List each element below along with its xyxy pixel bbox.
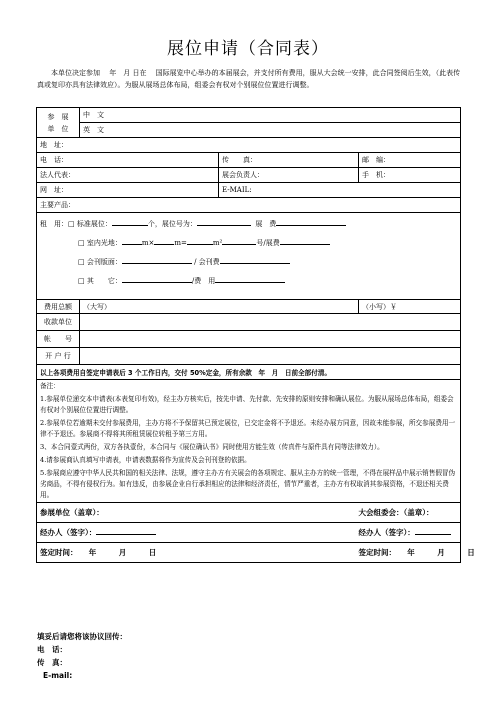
footer-fax: 传 真： (37, 658, 67, 667)
indoor-checkbox[interactable]: □ (78, 239, 85, 247)
organizer-seal: 大会组委会：（盖章）： (359, 503, 461, 523)
footer-instruction: 填妥后请您将该协议回传： (37, 632, 127, 641)
application-form (36, 107, 475, 563)
indoor-number-input[interactable] (222, 237, 256, 245)
note-item: 5.参展商应遵守中华人民共和国的相关法律、法规，遵守主办方有关展会的各项规定、服从主办方的统一管理，不得在展样品中展示销售假冒伪劣商品，不得有侵权行为。如有违反，由参展企业自行承担相应的法律和经济责任，情节严重者，主办方有权取消其参展资格，不退还相关费用。 (40, 469, 456, 499)
standard-checkbox[interactable]: □ (68, 220, 75, 228)
participant-label: 参 展 单 位 (37, 108, 80, 138)
note-item: 4.请参展商认真填写申请表，申请表数据将作为宣传及会刊刊登的依据。 (40, 456, 251, 464)
indoor-width-input[interactable] (154, 237, 174, 245)
bank-label: 开 户 行 (37, 348, 80, 365)
publication-fee-input[interactable] (220, 256, 290, 264)
booth-fee-input[interactable] (276, 218, 346, 226)
fax-field[interactable]: 传 真： (219, 153, 359, 168)
note-item: 2.参展单位若逾期未交付参展费用，主办方将不予保留其已预定展位，已交定金将不予退还。未经办展方同意，因故未能参展，所交参展费用一律不予退还。参展商不得将其所租赁展位转租予第三方用。 (40, 419, 456, 438)
phone-field[interactable]: 电 话： (37, 153, 219, 168)
exhibit-lead-field[interactable]: 展会负责人： (219, 168, 359, 183)
participant-seal: 参展单位（盖章）： (37, 503, 359, 523)
website-field[interactable]: 网 址： (37, 183, 219, 198)
payee-field[interactable] (80, 314, 461, 331)
total-upper-field[interactable]: （大写） (80, 300, 359, 314)
notes-label: 备注： (40, 382, 60, 390)
address-field[interactable]: 地 址： (37, 138, 461, 153)
footer-phone: 电 话： (37, 645, 67, 654)
participant-cn-field[interactable]: 中 文 (80, 108, 461, 123)
rental-section (37, 213, 461, 300)
handler-label: 经办人（签字）： (40, 528, 97, 537)
other-label: 其 它： (86, 277, 122, 285)
handler-label: 经办人（签字）： (358, 528, 415, 537)
participant-en-field[interactable]: 英 文 (80, 123, 461, 138)
legal-rep-field[interactable]: 法人代表： (37, 168, 219, 183)
products-field[interactable]: 主要产品： (37, 198, 461, 213)
mobile-field[interactable]: 手 机： (359, 168, 461, 183)
footer-contact (37, 630, 127, 682)
publication-checkbox[interactable]: □ (78, 258, 85, 266)
other-input[interactable] (122, 275, 192, 283)
organizer-handler (359, 523, 461, 543)
account-label: 帐 号 (37, 331, 80, 348)
publication-fee-label: / 会刊费 (194, 258, 220, 266)
other-checkbox[interactable]: □ (78, 277, 85, 285)
postcode-field[interactable]: 邮 编： (359, 153, 461, 168)
booth-fee-label: 展 费 (255, 220, 277, 228)
page-title: 展位申请（合同表） (167, 39, 329, 59)
booth-number-input[interactable] (197, 218, 251, 226)
organizer-date: 签定时间： 年 月 日 (359, 543, 461, 563)
indoor-times-label: m× (141, 239, 155, 247)
standard-count-input[interactable] (112, 218, 148, 226)
indoor-fee-label: 号/展费 (256, 239, 280, 247)
standard-booth-label: 标准展位： (76, 220, 112, 228)
deadline-text: 以上各项费用自签定申请表后 3 个工作日内，交付 50%定金，所有余款 年 月 日前全部付清。 (37, 365, 461, 380)
booth-number-label: 个，展位号为： (147, 220, 197, 228)
publication-label: 会刊版面： (86, 258, 122, 266)
indoor-area-input[interactable] (187, 237, 213, 245)
payee-label: 收款单位 (37, 314, 80, 331)
indoor-length-input[interactable] (122, 237, 142, 245)
total-lower-field[interactable]: （小写）￥ (359, 300, 461, 314)
participant-date: 签定时间： 年 月 日 (37, 543, 359, 563)
indoor-unit-label: m² (212, 239, 223, 247)
total-label: 费用总额 (37, 300, 80, 314)
indoor-space-label: 室内光地： (86, 239, 122, 247)
email-field[interactable]: E-MAIL: (219, 183, 461, 198)
rent-label: 租 用： (40, 220, 68, 228)
notes-section (37, 380, 461, 503)
bank-field[interactable] (80, 348, 461, 365)
note-item: 3、本合同壹式两份，双方各执壹份，本合同与《展位确认书》同时使用方能生效（传真件与原件具有同等法律效力）。 (40, 443, 384, 451)
other-fee-label: /费 用 (191, 277, 216, 285)
footer-email: E-mail: (43, 671, 73, 680)
publication-input[interactable] (122, 256, 192, 264)
indoor-fee-input[interactable] (280, 237, 330, 245)
handler-sign-input[interactable] (96, 527, 156, 535)
indoor-equals-label: m= (174, 239, 187, 247)
organizer-sign-input[interactable] (415, 527, 451, 535)
intro-paragraph: 本单位决定参加 年 月 日在 国际展览中心举办的本届展会，并支付所有费用，服从大会统一安排，此合同签阅后生效，（此表传真或复印亦具有法律效应）。为服从展场总体布局，组委会有权对个别展位位置进行调整。 (37, 69, 461, 89)
note-item: 1.参展单位递交本申请表(本表复印有效)，经主办方核实后，按先申请、先付款、先安排的原则安排和确认展位。为服从展场总体布局，组委会有权对个别展位位置进行调整。 (40, 395, 454, 414)
other-fee-input[interactable] (215, 275, 285, 283)
account-field[interactable] (80, 331, 461, 348)
participant-handler (37, 523, 359, 543)
